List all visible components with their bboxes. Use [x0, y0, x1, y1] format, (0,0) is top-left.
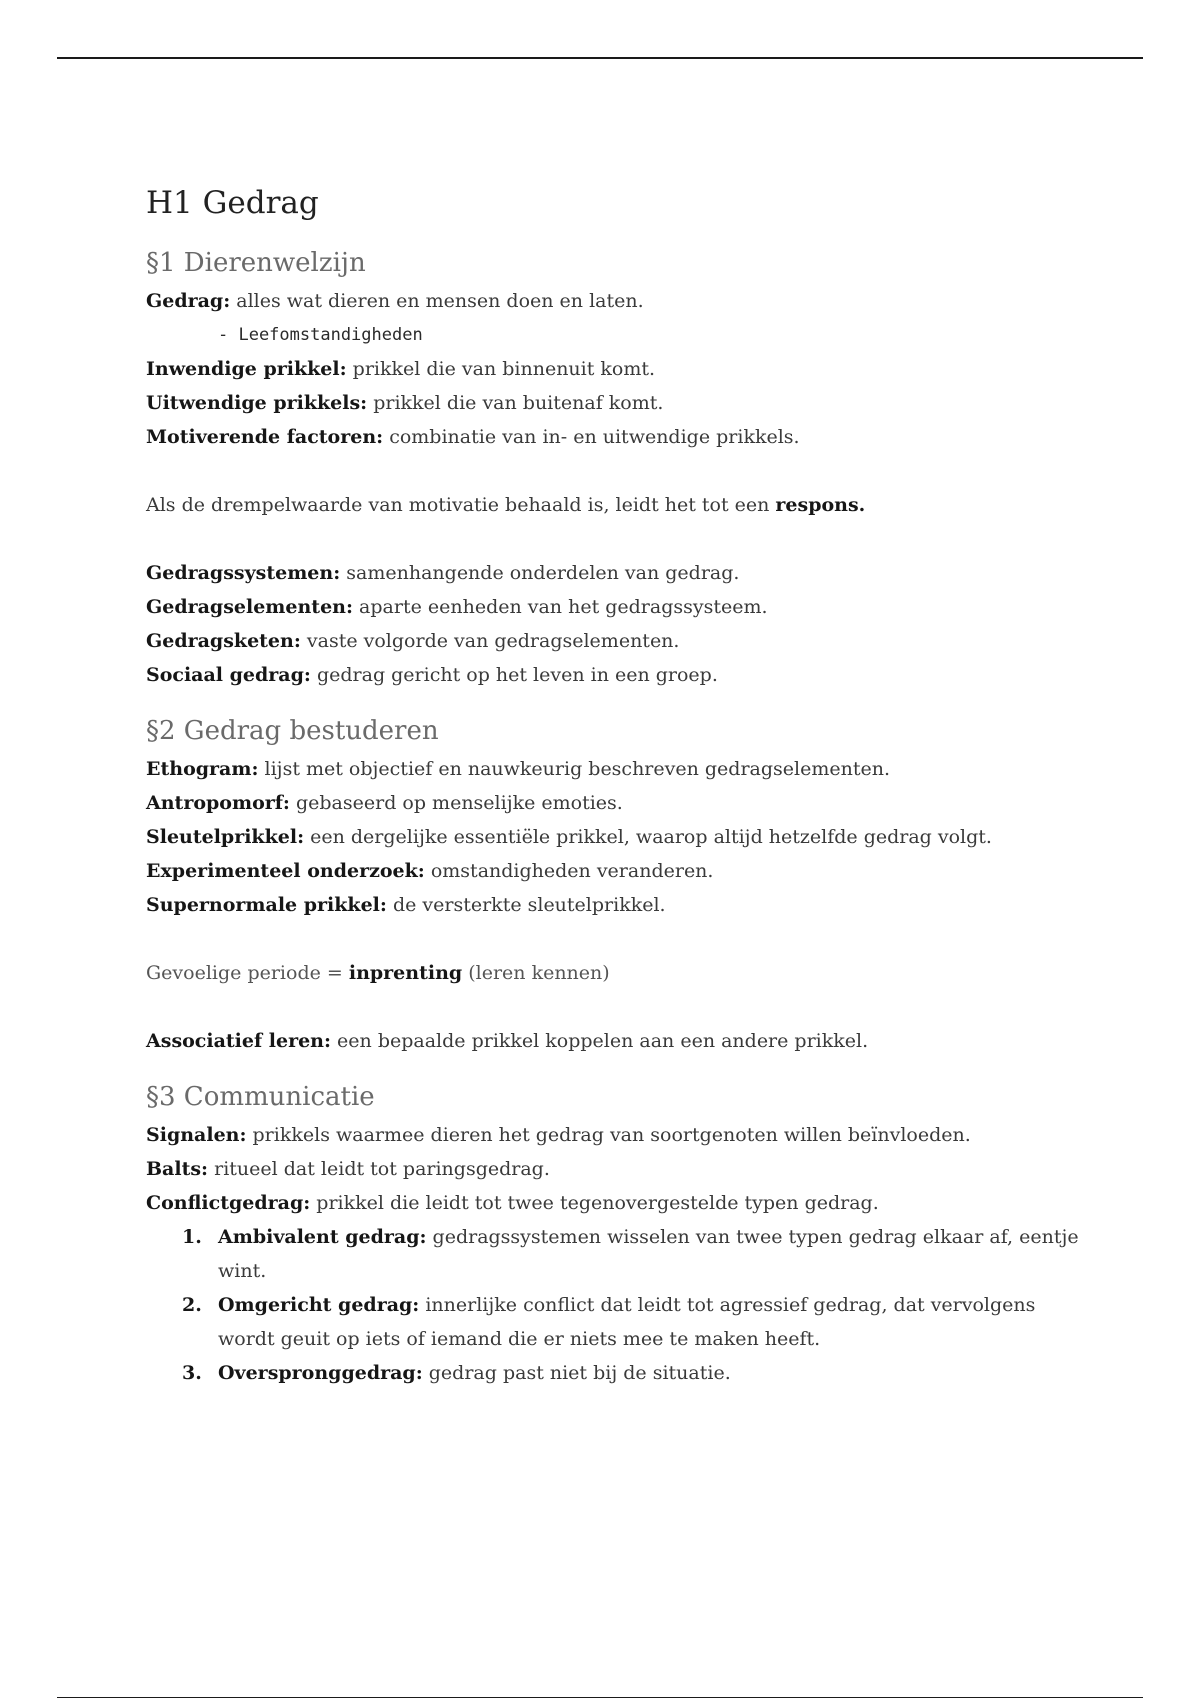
- definition-sociaal-gedrag: [146, 658, 1096, 692]
- section-gedrag-bestuderen: [146, 712, 1096, 1058]
- definition: gebaseerd op menselijke emoties.: [289, 792, 623, 814]
- definition: alles wat dieren en mensen doen en laten.: [230, 290, 644, 312]
- definition-gedragselementen: [146, 590, 1096, 624]
- definition-uitwendige-prikkels: [146, 386, 1096, 420]
- top-rule: [57, 57, 1143, 59]
- term: Sleutelprikkel:: [146, 826, 305, 848]
- definition-signalen: [146, 1118, 1096, 1152]
- definition-inwendige-prikkel: [146, 352, 1096, 386]
- term: Supernormale prikkel:: [146, 894, 387, 916]
- term: Signalen:: [146, 1124, 247, 1146]
- definition-gedragsketen: [146, 624, 1096, 658]
- list-item: [146, 1356, 1098, 1390]
- page-title: H1 Gedrag: [146, 185, 319, 221]
- definition: ritueel dat leidt tot paringsgedrag.: [208, 1158, 550, 1180]
- list-item: [146, 1220, 1098, 1288]
- paragraph-gevoelige-periode: [146, 956, 1096, 990]
- definition-experimenteel-onderzoek: [146, 854, 1096, 888]
- definition: lijst met objectief en nauwkeurig beschreven gedragselementen.: [258, 758, 891, 780]
- text: Als de drempelwaarde van motivatie behaald is, leidt het tot een: [146, 494, 776, 516]
- term: Motiverende factoren:: [146, 426, 384, 448]
- term: Gedragsketen:: [146, 630, 301, 652]
- definition-conflictgedrag: [146, 1186, 1096, 1220]
- definition: samenhangende onderdelen van gedrag.: [340, 562, 740, 584]
- definition-antropomorf: [146, 786, 1096, 820]
- list-number: 2.: [182, 1294, 202, 1316]
- definition: innerlijke conflict dat leidt tot agressief gedrag, dat vervolgens wordt geuit op iets of iemand die er niets mee te maken heeft.: [218, 1294, 1036, 1350]
- definition: omstandigheden veranderen.: [424, 860, 714, 882]
- term: Inwendige prikkel:: [146, 358, 347, 380]
- term: Antropomorf:: [146, 792, 290, 814]
- term: Gedrag:: [146, 290, 231, 312]
- section-heading: §3 Communicatie: [146, 1082, 375, 1112]
- definition-gedragssystemen: [146, 556, 1096, 590]
- list-number: 1.: [182, 1226, 202, 1248]
- term: inprenting: [348, 962, 463, 984]
- definition: prikkel die leidt tot twee tegenovergestelde typen gedrag.: [310, 1192, 879, 1214]
- definition-balts: [146, 1152, 1096, 1186]
- definition: prikkel die van buitenaf komt.: [367, 392, 664, 414]
- sub-item: - Leefomstandigheden: [218, 325, 423, 345]
- definition-supernormale-prikkel: [146, 888, 1096, 922]
- term: Ethogram:: [146, 758, 259, 780]
- definition: gedrag past niet bij de situatie.: [422, 1362, 731, 1384]
- section-dierenwelzijn: [146, 244, 1096, 692]
- definition-motiverende-factoren: [146, 420, 1096, 454]
- definition: gedragssystemen wisselen van twee typen gedrag elkaar af, eentje wint.: [218, 1226, 1079, 1282]
- document-body: [146, 180, 1096, 1390]
- definition-ethogram: [146, 752, 1096, 786]
- term: Conflictgedrag:: [146, 1192, 311, 1214]
- text-tail: (leren kennen): [462, 962, 610, 984]
- term: Balts:: [146, 1158, 209, 1180]
- term: Omgericht gedrag:: [218, 1294, 420, 1316]
- definition-sleutelprikkel: [146, 820, 1096, 854]
- term: Ambivalent gedrag:: [218, 1226, 427, 1248]
- bottom-rule: [57, 1697, 1143, 1698]
- term: Sociaal gedrag:: [146, 664, 311, 686]
- section-communicatie: [146, 1078, 1096, 1390]
- definition: een dergelijke essentiële prikkel, waarop altijd hetzelfde gedrag volgt.: [304, 826, 992, 848]
- list-number: 3.: [182, 1362, 202, 1384]
- definition: vaste volgorde van gedragselementen.: [300, 630, 680, 652]
- definition: prikkels waarmee dieren het gedrag van soortgenoten willen beïnvloeden.: [246, 1124, 971, 1146]
- definition: de versterkte sleutelprikkel.: [386, 894, 666, 916]
- term: Uitwendige prikkels:: [146, 392, 368, 414]
- definition: aparte eenheden van het gedragssysteem.: [353, 596, 768, 618]
- definition-associatief-leren: [146, 1024, 1096, 1058]
- definition: prikkel die van binnenuit komt.: [346, 358, 656, 380]
- list-item: [146, 1288, 1098, 1356]
- term: respons.: [775, 494, 866, 516]
- text: Gevoelige periode =: [146, 962, 349, 984]
- definition: combinatie van in- en uitwendige prikkels.: [383, 426, 800, 448]
- section-heading: §1 Dierenwelzijn: [146, 248, 366, 278]
- definition: gedrag gericht op het leven in een groep.: [310, 664, 718, 686]
- term: Experimenteel onderzoek:: [146, 860, 425, 882]
- term: Overspronggedrag:: [218, 1362, 423, 1384]
- definition: een bepaalde prikkel koppelen aan een andere prikkel.: [331, 1030, 869, 1052]
- conflict-types-list: [146, 1220, 1096, 1390]
- term: Associatief leren:: [146, 1030, 332, 1052]
- term: Gedragselementen:: [146, 596, 353, 618]
- term: Gedragssystemen:: [146, 562, 341, 584]
- section-heading: §2 Gedrag bestuderen: [146, 716, 439, 746]
- paragraph-drempelwaarde: [146, 488, 1096, 522]
- definition-gedrag: [146, 284, 1096, 318]
